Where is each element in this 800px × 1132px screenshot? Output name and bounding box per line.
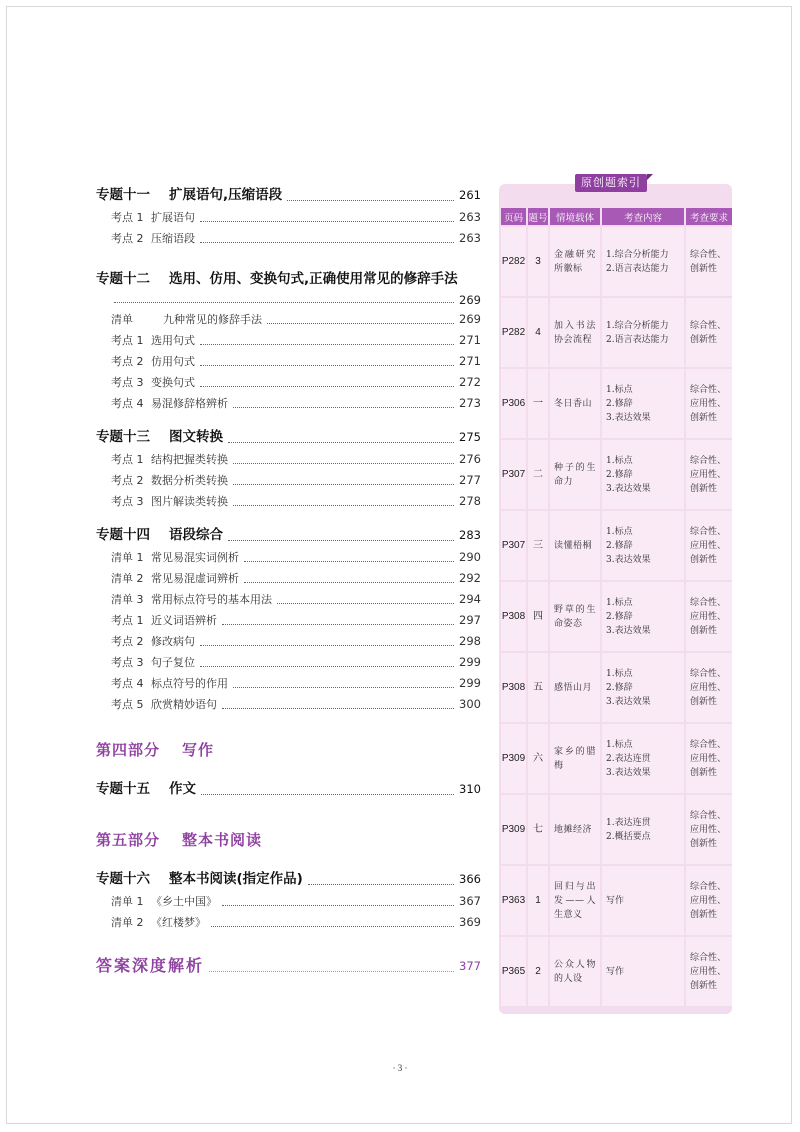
page-ref: 298 bbox=[459, 634, 481, 648]
dot-leader bbox=[222, 904, 454, 906]
requirement-line: 创新性 bbox=[690, 767, 718, 778]
item-title: 句子复位 bbox=[151, 656, 195, 669]
cell-content bbox=[602, 369, 684, 438]
page-ref: 292 bbox=[459, 571, 481, 585]
item-label: 考点 2 bbox=[111, 232, 144, 245]
requirement-line: 综合性、 bbox=[690, 668, 727, 679]
toc-item[interactable] bbox=[96, 912, 481, 933]
cell-content bbox=[602, 653, 684, 722]
cell-page: P363 bbox=[501, 866, 526, 935]
item-title: 修改病句 bbox=[151, 635, 195, 648]
cell-number: 1 bbox=[528, 866, 548, 935]
table-row[interactable] bbox=[501, 795, 732, 864]
section-11 bbox=[96, 183, 481, 249]
section-label: 专题十六 bbox=[96, 871, 150, 887]
item-label: 考点 2 bbox=[111, 355, 144, 368]
cell-content bbox=[602, 298, 684, 367]
cell-context: 读懂梧桐 bbox=[550, 511, 600, 580]
table-row[interactable] bbox=[501, 369, 732, 438]
content-line: 2.语言表达能力 bbox=[606, 334, 669, 345]
page-ref: 263 bbox=[459, 210, 481, 224]
item-title: 《红楼梦》 bbox=[151, 916, 206, 929]
cell-number: 一 bbox=[528, 369, 548, 438]
item-title: 欣赏精妙语句 bbox=[151, 698, 217, 711]
item-label: 清单 2 bbox=[111, 572, 144, 585]
toc-item[interactable] bbox=[96, 694, 481, 715]
content-line: 3.表达效果 bbox=[606, 412, 651, 423]
content-line: 1.综合分析能力 bbox=[606, 249, 669, 260]
toc-item[interactable] bbox=[96, 393, 481, 414]
section-title: 作文 bbox=[169, 781, 196, 797]
item-label: 清单 bbox=[111, 313, 133, 326]
content-line: 1.标点 bbox=[606, 739, 633, 750]
table-header-row bbox=[501, 208, 732, 225]
part-heading-4[interactable] bbox=[96, 735, 481, 765]
cell-content bbox=[602, 440, 684, 509]
section-label: 专题十五 bbox=[96, 781, 150, 797]
section-title: 扩展语句,压缩语段 bbox=[169, 187, 283, 203]
section-12 bbox=[96, 265, 481, 414]
cell-requirement bbox=[686, 582, 732, 651]
requirement-line: 创新性 bbox=[690, 412, 718, 423]
toc-item[interactable] bbox=[96, 470, 481, 491]
toc-item[interactable] bbox=[96, 330, 481, 351]
dot-leader bbox=[244, 581, 454, 583]
cell-page: P282 bbox=[501, 227, 526, 296]
cell-requirement bbox=[686, 227, 732, 296]
table-row[interactable] bbox=[501, 227, 732, 296]
content-line: 写作 bbox=[606, 895, 625, 906]
item-title: 仿用句式 bbox=[151, 355, 195, 368]
dot-leader bbox=[200, 343, 454, 345]
requirement-line: 综合性、 bbox=[690, 952, 727, 963]
requirement-line: 创新性 bbox=[690, 696, 718, 707]
dot-leader bbox=[200, 241, 454, 243]
cell-context: 金融研究所徽标 bbox=[550, 227, 600, 296]
cell-page: P308 bbox=[501, 582, 526, 651]
requirement-line: 创新性 bbox=[690, 554, 718, 565]
page-ref: 366 bbox=[459, 872, 481, 886]
cell-number: 二 bbox=[528, 440, 548, 509]
part-title: 写作 bbox=[182, 741, 215, 759]
content-line: 1.综合分析能力 bbox=[606, 320, 669, 331]
dot-leader bbox=[211, 925, 454, 927]
section-16 bbox=[96, 867, 481, 933]
requirement-line: 应用性、 bbox=[690, 824, 727, 835]
section-15 bbox=[96, 777, 481, 801]
item-title: 常用标点符号的基本用法 bbox=[151, 593, 272, 606]
cell-requirement bbox=[686, 866, 732, 935]
page-ref: 377 bbox=[459, 959, 481, 973]
section-heading[interactable] bbox=[96, 867, 481, 891]
toc-item[interactable] bbox=[96, 891, 481, 912]
content-line: 2.语言表达能力 bbox=[606, 263, 669, 274]
dot-leader bbox=[233, 686, 454, 688]
page-ref: 299 bbox=[459, 676, 481, 690]
page-ref: 310 bbox=[459, 782, 481, 796]
item-title: 标点符号的作用 bbox=[151, 677, 228, 690]
item-title: 选用句式 bbox=[151, 334, 195, 347]
requirement-line: 应用性、 bbox=[690, 682, 727, 693]
part-label: 第四部分 bbox=[96, 741, 161, 759]
page-ref: 278 bbox=[459, 494, 481, 508]
table-row[interactable] bbox=[501, 582, 732, 651]
page-ref: 273 bbox=[459, 396, 481, 410]
toc-item[interactable] bbox=[96, 309, 481, 330]
item-label: 考点 3 bbox=[111, 376, 144, 389]
content-line: 1.标点 bbox=[606, 597, 633, 608]
toc-item[interactable] bbox=[96, 372, 481, 393]
item-label: 考点 4 bbox=[111, 397, 144, 410]
cell-number: 七 bbox=[528, 795, 548, 864]
item-label: 考点 2 bbox=[111, 635, 144, 648]
toc-item[interactable] bbox=[96, 568, 481, 589]
dot-leader bbox=[200, 665, 454, 667]
requirement-line: 应用性、 bbox=[690, 611, 727, 622]
item-title: 扩展语句 bbox=[151, 211, 195, 224]
dot-leader bbox=[209, 970, 454, 972]
page-ref: 271 bbox=[459, 333, 481, 347]
item-title: 压缩语段 bbox=[151, 232, 195, 245]
requirement-line: 综合性、 bbox=[690, 881, 727, 892]
section-heading[interactable] bbox=[96, 777, 481, 801]
requirement-line: 综合性、 bbox=[690, 597, 727, 608]
dot-leader bbox=[267, 322, 454, 324]
dot-leader bbox=[200, 364, 454, 366]
table-row[interactable] bbox=[501, 511, 732, 580]
cell-page: P307 bbox=[501, 511, 526, 580]
cell-page: P282 bbox=[501, 298, 526, 367]
cell-context: 回归与出发——人生意义 bbox=[550, 866, 600, 935]
content-line: 2.表达连贯 bbox=[606, 753, 651, 764]
part-heading-5[interactable] bbox=[96, 825, 481, 855]
requirement-line: 创新性 bbox=[690, 483, 718, 494]
section-heading[interactable] bbox=[96, 425, 481, 449]
cell-page: P308 bbox=[501, 653, 526, 722]
requirement-line: 应用性、 bbox=[690, 469, 727, 480]
section-heading[interactable] bbox=[96, 265, 481, 291]
cell-requirement bbox=[686, 369, 732, 438]
dot-leader bbox=[200, 220, 454, 222]
page-ref: 283 bbox=[459, 528, 481, 542]
cell-requirement bbox=[686, 511, 732, 580]
dot-leader bbox=[287, 199, 454, 201]
section-label: 专题十一 bbox=[96, 187, 150, 203]
part-label: 第五部分 bbox=[96, 831, 161, 849]
cell-context: 野草的生命姿态 bbox=[550, 582, 600, 651]
page-ref: 367 bbox=[459, 894, 481, 908]
item-title: 九种常见的修辞手法 bbox=[163, 313, 262, 326]
cell-context: 家乡的腊梅 bbox=[550, 724, 600, 793]
section-title: 整本书阅读(指定作品) bbox=[169, 871, 303, 887]
requirement-line: 综合性、 bbox=[690, 810, 727, 821]
cell-number: 2 bbox=[528, 937, 548, 1006]
page-ref: 263 bbox=[459, 231, 481, 245]
cell-content bbox=[602, 866, 684, 935]
section-title: 图文转换 bbox=[169, 429, 223, 445]
table-row[interactable] bbox=[501, 440, 732, 509]
page-ref: 276 bbox=[459, 452, 481, 466]
answers-heading[interactable] bbox=[96, 951, 481, 981]
header-content: 考查内容 bbox=[602, 208, 684, 225]
item-label: 清单 1 bbox=[111, 551, 144, 564]
table-row[interactable] bbox=[501, 937, 732, 1006]
original-question-index-panel bbox=[499, 176, 732, 1014]
cell-content bbox=[602, 937, 684, 1006]
cell-number: 四 bbox=[528, 582, 548, 651]
table-row[interactable] bbox=[501, 866, 732, 935]
item-title: 结构把握类转换 bbox=[151, 453, 228, 466]
item-label: 清单 2 bbox=[111, 916, 144, 929]
cell-context: 感悟山月 bbox=[550, 653, 600, 722]
content-line: 2.修辞 bbox=[606, 469, 633, 480]
page-ref: 369 bbox=[459, 915, 481, 929]
cell-requirement bbox=[686, 937, 732, 1006]
cell-page: P307 bbox=[501, 440, 526, 509]
table-row[interactable] bbox=[501, 724, 732, 793]
item-label: 清单 1 bbox=[111, 895, 144, 908]
requirement-line: 综合性、 bbox=[690, 384, 727, 395]
content-line: 3.表达效果 bbox=[606, 696, 651, 707]
cell-requirement bbox=[686, 440, 732, 509]
cell-content bbox=[602, 511, 684, 580]
toc-item[interactable] bbox=[96, 207, 481, 228]
content-line: 2.修辞 bbox=[606, 682, 633, 693]
content-line: 1.标点 bbox=[606, 526, 633, 537]
header-number: 题号 bbox=[528, 208, 548, 225]
header-page: 页码 bbox=[501, 208, 526, 225]
cell-number: 六 bbox=[528, 724, 548, 793]
dot-leader bbox=[233, 462, 454, 464]
toc-item[interactable] bbox=[96, 631, 481, 652]
item-label: 考点 4 bbox=[111, 677, 144, 690]
toc-item[interactable] bbox=[96, 491, 481, 512]
cell-context: 公众人物的人设 bbox=[550, 937, 600, 1006]
requirement-line: 创新性 bbox=[690, 334, 718, 345]
dot-leader bbox=[222, 623, 454, 625]
dot-leader bbox=[233, 406, 454, 408]
content-line: 3.表达效果 bbox=[606, 483, 651, 494]
requirement-line: 综合性、 bbox=[690, 249, 727, 260]
section-13 bbox=[96, 425, 481, 512]
page-ref: 261 bbox=[459, 188, 481, 202]
requirement-line: 创新性 bbox=[690, 263, 718, 274]
toc-item[interactable] bbox=[96, 652, 481, 673]
section-label: 专题十二 bbox=[96, 271, 150, 287]
requirement-line: 综合性、 bbox=[690, 455, 727, 466]
dot-leader bbox=[222, 707, 454, 709]
dot-leader bbox=[308, 883, 454, 885]
page-ref: 297 bbox=[459, 613, 481, 627]
item-title: 近义词语辨析 bbox=[151, 614, 217, 627]
content-line: 1.标点 bbox=[606, 384, 633, 395]
content-line: 2.概括要点 bbox=[606, 831, 651, 842]
cell-requirement bbox=[686, 653, 732, 722]
section-14 bbox=[96, 523, 481, 715]
cell-context: 加入书法协会流程 bbox=[550, 298, 600, 367]
item-title: 常见易混实词例析 bbox=[151, 551, 239, 564]
requirement-line: 综合性、 bbox=[690, 526, 727, 537]
toc-item[interactable] bbox=[96, 228, 481, 249]
section-title: 语段综合 bbox=[169, 527, 223, 543]
content-line: 1.表达连贯 bbox=[606, 817, 651, 828]
item-title: 变换句式 bbox=[151, 376, 195, 389]
page-ref: 290 bbox=[459, 550, 481, 564]
table-row[interactable] bbox=[501, 298, 732, 367]
item-title: 《乡土中国》 bbox=[151, 895, 217, 908]
dot-leader bbox=[201, 793, 454, 795]
page-ref: 294 bbox=[459, 592, 481, 606]
dot-leader bbox=[200, 385, 454, 387]
requirement-line: 创新性 bbox=[690, 838, 718, 849]
item-label: 考点 1 bbox=[111, 334, 144, 347]
page-number: · 3 · bbox=[392, 1063, 408, 1073]
content-line: 2.修辞 bbox=[606, 398, 633, 409]
page-ref: 275 bbox=[459, 430, 481, 444]
cell-requirement bbox=[686, 298, 732, 367]
requirement-line: 应用性、 bbox=[690, 966, 727, 977]
cell-content bbox=[602, 227, 684, 296]
cell-content bbox=[602, 795, 684, 864]
item-label: 考点 3 bbox=[111, 656, 144, 669]
item-label: 考点 3 bbox=[111, 495, 144, 508]
cell-page: P309 bbox=[501, 724, 526, 793]
content-line: 写作 bbox=[606, 966, 625, 977]
item-title: 图片解读类转换 bbox=[151, 495, 228, 508]
requirement-line: 创新性 bbox=[690, 909, 718, 920]
requirement-line: 综合性、 bbox=[690, 739, 727, 750]
cell-number: 五 bbox=[528, 653, 548, 722]
toc-item[interactable] bbox=[96, 610, 481, 631]
section-heading[interactable] bbox=[96, 523, 481, 547]
page-ref: 269 bbox=[459, 312, 481, 326]
cell-page: P309 bbox=[501, 795, 526, 864]
requirement-line: 创新性 bbox=[690, 625, 718, 636]
header-context: 情境载体 bbox=[550, 208, 600, 225]
answers-title: 答案深度解析 bbox=[96, 956, 205, 975]
cell-requirement bbox=[686, 795, 732, 864]
toc-item[interactable] bbox=[96, 547, 481, 568]
requirement-line: 创新性 bbox=[690, 980, 718, 991]
requirement-line: 应用性、 bbox=[690, 753, 727, 764]
requirement-line: 应用性、 bbox=[690, 895, 727, 906]
section-label: 专题十四 bbox=[96, 527, 150, 543]
requirement-line: 综合性、 bbox=[690, 320, 727, 331]
dot-leader bbox=[228, 539, 454, 541]
item-label: 考点 5 bbox=[111, 698, 144, 711]
header-requirement: 考查要求 bbox=[686, 208, 732, 225]
content-line: 1.标点 bbox=[606, 668, 633, 679]
item-title: 常见易混虚词辨析 bbox=[151, 572, 239, 585]
toc-item[interactable] bbox=[96, 589, 481, 610]
cell-page: P306 bbox=[501, 369, 526, 438]
part-title: 整本书阅读 bbox=[182, 831, 263, 849]
dot-leader bbox=[233, 504, 454, 506]
section-heading-continuation[interactable] bbox=[96, 291, 481, 309]
index-table bbox=[499, 206, 734, 1008]
page-ref: 272 bbox=[459, 375, 481, 389]
toc-item[interactable] bbox=[96, 673, 481, 694]
cell-context: 地摊经济 bbox=[550, 795, 600, 864]
item-title: 易混修辞格辨析 bbox=[151, 397, 228, 410]
content-line: 3.表达效果 bbox=[606, 554, 651, 565]
page-ref: 269 bbox=[459, 293, 481, 307]
cell-context: 冬日香山 bbox=[550, 369, 600, 438]
cell-page: P365 bbox=[501, 937, 526, 1006]
cell-number: 3 bbox=[528, 227, 548, 296]
toc-item[interactable] bbox=[96, 351, 481, 372]
cell-context: 种子的生命力 bbox=[550, 440, 600, 509]
page-ref: 299 bbox=[459, 655, 481, 669]
page-ref: 300 bbox=[459, 697, 481, 711]
panel-title: 原创题索引 bbox=[575, 174, 647, 192]
section-heading[interactable] bbox=[96, 183, 481, 207]
dot-leader bbox=[277, 602, 454, 604]
item-label: 考点 1 bbox=[111, 453, 144, 466]
requirement-line: 应用性、 bbox=[690, 540, 727, 551]
section-title: 选用、仿用、变换句式,正确使用常见的修辞手法 bbox=[169, 271, 458, 287]
content-line: 3.表达效果 bbox=[606, 767, 651, 778]
item-label: 考点 2 bbox=[111, 474, 144, 487]
content-line: 2.修辞 bbox=[606, 540, 633, 551]
page-ref: 271 bbox=[459, 354, 481, 368]
cell-content bbox=[602, 724, 684, 793]
dot-leader bbox=[244, 560, 454, 562]
item-label: 考点 1 bbox=[111, 614, 144, 627]
section-label: 专题十三 bbox=[96, 429, 150, 445]
item-label: 考点 1 bbox=[111, 211, 144, 224]
content-line: 3.表达效果 bbox=[606, 625, 651, 636]
cell-number: 4 bbox=[528, 298, 548, 367]
page-ref: 277 bbox=[459, 473, 481, 487]
dot-leader bbox=[114, 301, 454, 303]
cell-content bbox=[602, 582, 684, 651]
content-line: 1.标点 bbox=[606, 455, 633, 466]
table-of-contents bbox=[96, 183, 481, 981]
table-row[interactable] bbox=[501, 653, 732, 722]
dot-leader bbox=[200, 644, 454, 646]
item-title: 数据分析类转换 bbox=[151, 474, 228, 487]
requirement-line: 应用性、 bbox=[690, 398, 727, 409]
dot-leader bbox=[228, 441, 454, 443]
content-line: 2.修辞 bbox=[606, 611, 633, 622]
cell-requirement bbox=[686, 724, 732, 793]
cell-number: 三 bbox=[528, 511, 548, 580]
dot-leader bbox=[233, 483, 454, 485]
toc-item[interactable] bbox=[96, 449, 481, 470]
item-label: 清单 3 bbox=[111, 593, 144, 606]
